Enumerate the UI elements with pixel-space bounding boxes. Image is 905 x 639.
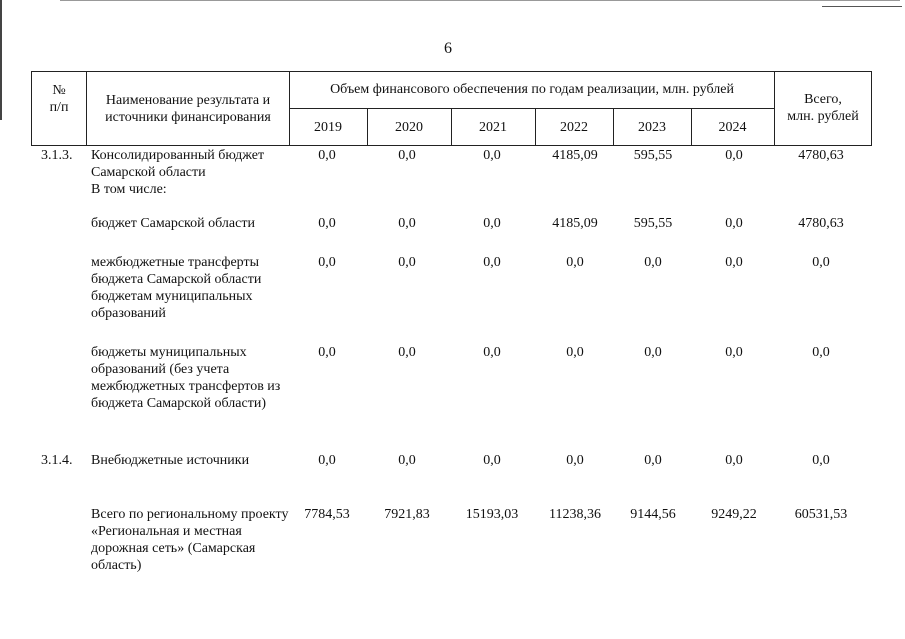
value-cell: 0,0	[483, 345, 501, 360]
value-cell: 0,0	[725, 255, 743, 270]
year-header: 2020	[395, 120, 423, 135]
row-name: межбюджетные трансферты бюджета Самарской области бюджетам муниципальных образований	[91, 255, 262, 321]
value-cell: 0,0	[318, 216, 336, 231]
value-cell: 0,0	[483, 148, 501, 163]
value-cell: 0,0	[318, 345, 336, 360]
value-cell: 4185,09	[552, 216, 598, 231]
total-cell: 0,0	[812, 345, 830, 360]
name-column-header: Наименование результата и источники финансирования	[105, 93, 271, 125]
row-number: 3.1.3.	[41, 148, 73, 163]
value-cell: 0,0	[644, 345, 662, 360]
total-cell: 0,0	[812, 255, 830, 270]
row-number: 3.1.4.	[41, 453, 73, 468]
value-cell: 0,0	[398, 216, 416, 231]
page-number: 6	[444, 40, 452, 57]
value-cell: 0,0	[725, 216, 743, 231]
value-cell: 7921,83	[384, 507, 430, 522]
total-column-header: Всего, млн. рублей	[787, 92, 859, 124]
value-cell: 4185,09	[552, 148, 598, 163]
value-cell: 0,0	[398, 255, 416, 270]
value-cell: 0,0	[318, 148, 336, 163]
value-cell: 0,0	[566, 345, 584, 360]
value-cell: 0,0	[318, 255, 336, 270]
value-cell: 0,0	[318, 453, 336, 468]
value-cell: 0,0	[483, 255, 501, 270]
funding-column-header: Объем финансового обеспечения по годам реализации, млн. рублей	[330, 82, 734, 97]
value-cell: 0,0	[644, 255, 662, 270]
value-cell: 0,0	[398, 453, 416, 468]
table-header	[31, 71, 872, 146]
value-cell: 595,55	[633, 216, 673, 231]
value-cell: 0,0	[725, 345, 743, 360]
total-cell: 60531,53	[794, 507, 848, 522]
value-cell: 0,0	[483, 453, 501, 468]
value-cell: 0,0	[483, 216, 501, 231]
year-header: 2022	[560, 120, 588, 135]
year-header: 2019	[314, 120, 342, 135]
total-cell: 0,0	[812, 453, 830, 468]
value-cell: 0,0	[398, 148, 416, 163]
year-header: 2023	[638, 120, 666, 135]
value-cell: 0,0	[725, 148, 743, 163]
year-header: 2024	[718, 120, 747, 135]
scan-edge-line	[0, 0, 2, 120]
row-name: Консолидированный бюджет Самарской области В том числе:	[91, 148, 265, 197]
header-divider	[86, 72, 87, 145]
value-cell: 595,55	[633, 148, 673, 163]
scan-top-edge	[60, 0, 900, 1]
value-cell: 11238,36	[549, 507, 601, 522]
value-cell: 15193,03	[465, 507, 519, 522]
value-cell: 0,0	[644, 453, 662, 468]
scan-corner-mark	[822, 6, 902, 7]
value-cell: 9144,56	[630, 507, 676, 522]
row-name: бюджеты муниципальных образований (без учета межбюджетных трансфертов из бюджета Самарской области)	[91, 345, 281, 411]
value-cell: 9249,22	[711, 507, 757, 522]
value-cell: 0,0	[725, 453, 743, 468]
total-cell: 4780,63	[798, 216, 844, 231]
num-column-header: № п/п	[49, 83, 69, 115]
value-cell: 0,0	[398, 345, 416, 360]
year-header: 2021	[479, 120, 507, 135]
value-cell: 0,0	[566, 453, 584, 468]
row-name: бюджет Самарской области	[91, 216, 255, 231]
row-name: Всего по региональному проекту «Региональная и местная дорожная сеть» (Самарская область)	[91, 507, 289, 573]
header-divider	[289, 108, 774, 109]
value-cell: 7784,53	[304, 507, 350, 522]
value-cell: 0,0	[566, 255, 584, 270]
total-cell: 4780,63	[798, 148, 844, 163]
row-name: Внебюджетные источники	[91, 453, 250, 468]
